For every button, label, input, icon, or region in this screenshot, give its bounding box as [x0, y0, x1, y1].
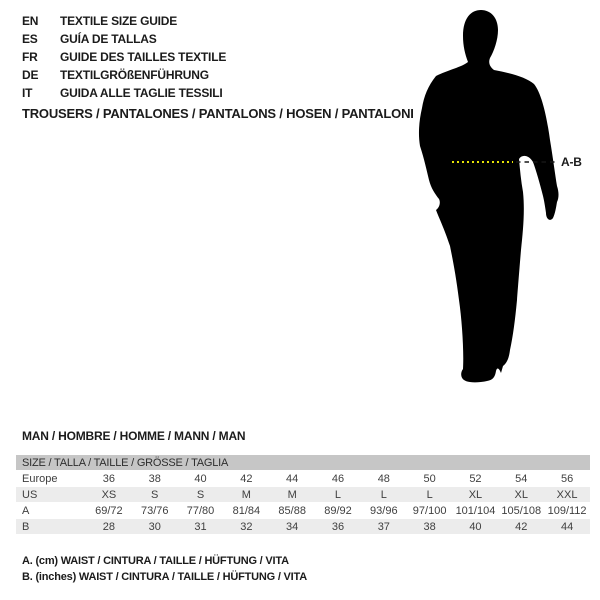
size-value: XL [468, 488, 483, 501]
size-value: 44 [560, 520, 574, 533]
row-label: US [22, 488, 38, 501]
size-value: 54 [515, 472, 528, 485]
size-value: 36 [331, 520, 345, 533]
size-value: 42 [240, 472, 253, 485]
size-value: 81/84 [232, 504, 261, 517]
size-value: 97/100 [412, 504, 447, 517]
size-value: 30 [148, 520, 161, 533]
language-code: FR [22, 50, 38, 64]
row-label: A [22, 504, 30, 517]
size-value: 52 [469, 472, 482, 485]
legend-line: A. (cm) WAIST / CINTURA / TAILLE / HÜFTUNG / VITA [22, 555, 289, 567]
language-code: DE [22, 68, 39, 82]
language-code: ES [22, 32, 38, 46]
size-value: 42 [515, 520, 528, 533]
size-value: 38 [423, 520, 436, 533]
size-value: 38 [148, 472, 161, 485]
gender-heading: MAN / HOMBRE / HOMME / MANN / MAN [22, 429, 246, 443]
row-label: Europe [22, 472, 58, 485]
language-label: TEXTILE SIZE GUIDE [60, 14, 178, 28]
size-value: 40 [194, 472, 207, 485]
size-value: 105/108 [501, 504, 542, 517]
language-row [22, 30, 226, 48]
size-value: 85/88 [278, 504, 306, 517]
size-value: 50 [423, 472, 436, 485]
size-value: M [241, 488, 251, 501]
language-label: GUÍA DE TALLAS [60, 32, 157, 46]
language-row [22, 66, 226, 84]
size-value: 77/80 [186, 504, 215, 517]
size-value: 31 [194, 520, 207, 533]
measurement-legend [22, 555, 307, 587]
size-value: 36 [102, 472, 116, 485]
language-label: TEXTILGRÖßENFÜHRUNG [60, 68, 209, 82]
size-value: 69/72 [95, 504, 123, 517]
table-row-us [16, 487, 590, 502]
size-value: 73/76 [140, 504, 169, 517]
size-value: S [151, 488, 159, 501]
size-value: 28 [102, 520, 116, 533]
size-value: 56 [560, 472, 574, 485]
size-value: 32 [240, 520, 253, 533]
language-label: GUIDE DES TAILLES TEXTILE [60, 50, 227, 64]
language-label: GUIDA ALLE TAGLIE TESSILI [60, 86, 223, 100]
legend-line: B. (inches) WAIST / CINTURA / TAILLE / HÜFTUNG / VITA [22, 571, 307, 583]
man-silhouette [414, 6, 564, 386]
size-table-header: SIZE / TALLA / TAILLE / GRÖSSE / TAGLIA [16, 455, 590, 470]
man-silhouette-path [419, 10, 559, 382]
size-value: L [380, 488, 387, 501]
measure-line [440, 157, 560, 167]
language-row [22, 48, 226, 66]
size-value: 46 [331, 472, 345, 485]
language-row [22, 12, 226, 30]
table-row-b [16, 519, 590, 534]
size-value: M [287, 488, 297, 501]
table-row-a [16, 503, 590, 518]
size-value: L [426, 488, 433, 501]
measure-label: A-B [561, 155, 582, 169]
size-value: 44 [286, 472, 299, 485]
size-value: 93/96 [370, 504, 398, 517]
row-label: B [22, 520, 30, 533]
size-value: 101/104 [455, 504, 496, 517]
size-value: L [334, 488, 342, 501]
size-table-body [16, 471, 590, 534]
size-value: 89/92 [324, 504, 352, 517]
size-value: 34 [286, 520, 299, 533]
language-code: IT [22, 86, 33, 100]
size-value: 109/112 [547, 504, 587, 517]
size-value: XL [514, 488, 528, 501]
size-value: XS [101, 488, 117, 501]
size-value: 48 [377, 472, 390, 485]
size-value: 40 [469, 520, 482, 533]
size-table [16, 455, 590, 535]
table-row-europe [16, 471, 590, 486]
size-value: 37 [377, 520, 390, 533]
product-category-heading: TROUSERS / PANTALONES / PANTALONS / HOSEN / PANTALONI [22, 106, 414, 121]
language-code: EN [22, 14, 39, 28]
language-row [22, 84, 226, 102]
language-list [22, 12, 226, 102]
size-value: S [196, 488, 205, 501]
size-value: XXL [556, 488, 578, 501]
